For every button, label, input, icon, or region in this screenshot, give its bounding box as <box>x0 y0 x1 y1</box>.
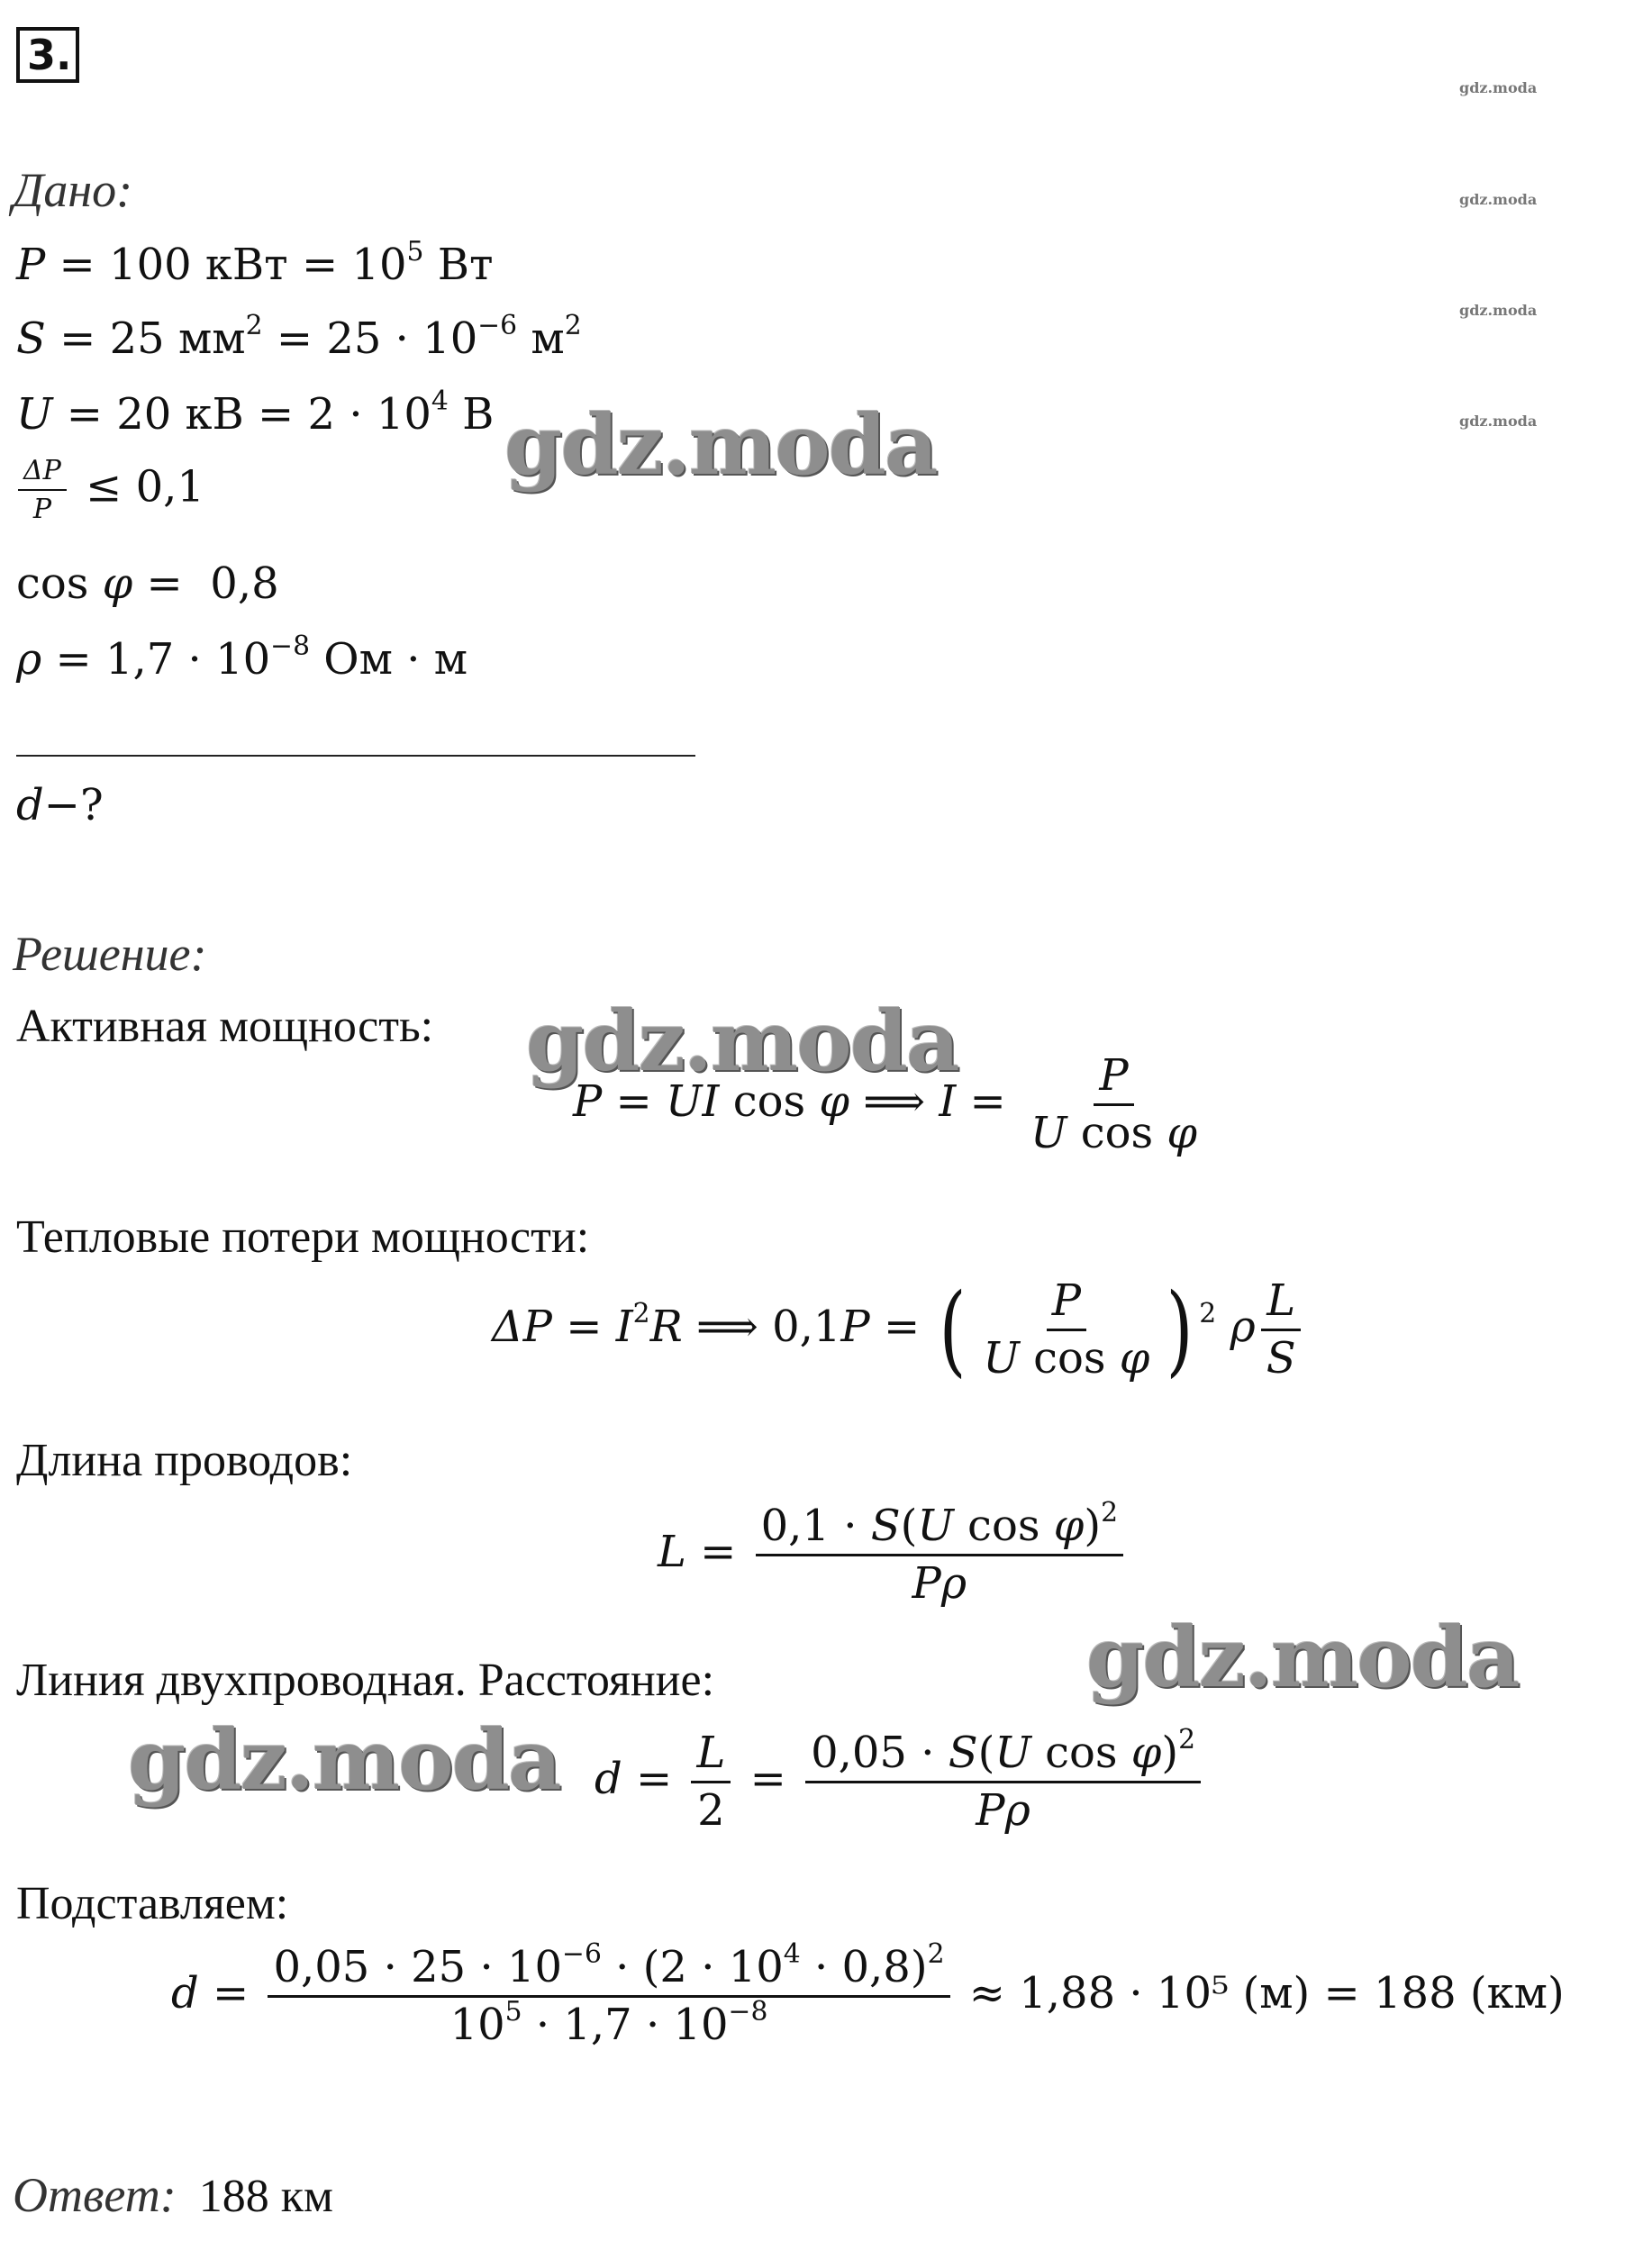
active-power-text: Активная мощность: <box>16 1001 434 1052</box>
formula-substitution: d = $\frac{0,05 \cdot 25 \cdot 10^{-6} \cdot (2 \cdot 10^4 \cdot 0,8)^2}{10^5 \cdot 1,7 \cdot 10^{-8}}$ ≈ 1,88 · 10⁵ (м) = 188 (км) <box>171 1938 1565 2050</box>
given-resistivity: $\rho = 1,7 \cdot 10^{-8}$ Ом · м <box>16 631 468 685</box>
formula-wire-length: L = $\frac{0,1 \cdot S(U \cos \varphi)^2}{P\rho}$ <box>658 1502 1129 1608</box>
given-label: Дано: <box>13 163 133 217</box>
given-power: P = 100 кВт = $10^5$ Вт <box>16 236 494 290</box>
given-divider <box>16 755 695 757</box>
given-cos-phi: cos φ = 0,8 <box>16 558 279 609</box>
watermark-small: gdz.moda <box>1459 413 1538 430</box>
given-loss-ratio: $\frac{\Delta P}{P}$ ≤ 0,1 <box>13 456 204 524</box>
watermark-large: gdz.moda <box>526 993 958 1090</box>
solution-label: Решение: <box>13 927 207 981</box>
given-voltage: U = 20 кВ = $2 \cdot 10^4$ В <box>16 386 495 440</box>
formula-active-power: P = UI cos φ ⟹ I = $\frac{P}{\text{U cos φ}}$ <box>573 1050 1198 1158</box>
two-wire-text: Линия двухпроводная. Расстояние: <box>16 1655 715 1706</box>
watermark-large: gdz.moda <box>1086 1609 1519 1706</box>
wire-length-text: Длина проводов: <box>16 1435 353 1486</box>
watermark-large: gdz.moda <box>128 1711 560 1809</box>
formula-distance: d = $\frac{L}{2}$ = $\frac{0,05 \cdot S(U \cos \varphi)^2}{P\rho}$ <box>595 1729 1206 1835</box>
heat-loss-text: Тепловые потери мощности: <box>16 1211 590 1263</box>
answer-label: Ответ: <box>13 2168 177 2222</box>
answer-value: 188 км <box>198 2171 333 2222</box>
given-area: S = 25 $мм^2 = 25 \cdot 10^{-6}$ $м^2$ <box>16 310 582 364</box>
problem-number: 3. <box>16 27 79 83</box>
find-unknown: d−? <box>16 780 104 830</box>
watermark-small: gdz.moda <box>1459 302 1538 319</box>
watermark-large: gdz.moda <box>504 396 937 494</box>
watermark-small: gdz.moda <box>1459 191 1538 208</box>
result-value: ≈ 1,88 · 10⁵ (м) = 188 (км) <box>968 1967 1565 2019</box>
answer-line <box>13 2167 333 2223</box>
formula-heat-loss: $\Delta P = I^2R$ ⟹ 0,1P = ( $\frac{P}{\text{U cos φ}}$ ) $^2$ ρ $\frac{L}{S}$ <box>492 1277 1307 1383</box>
substitute-text: Подставляем: <box>16 1878 289 1929</box>
watermark-small: gdz.moda <box>1459 79 1538 96</box>
